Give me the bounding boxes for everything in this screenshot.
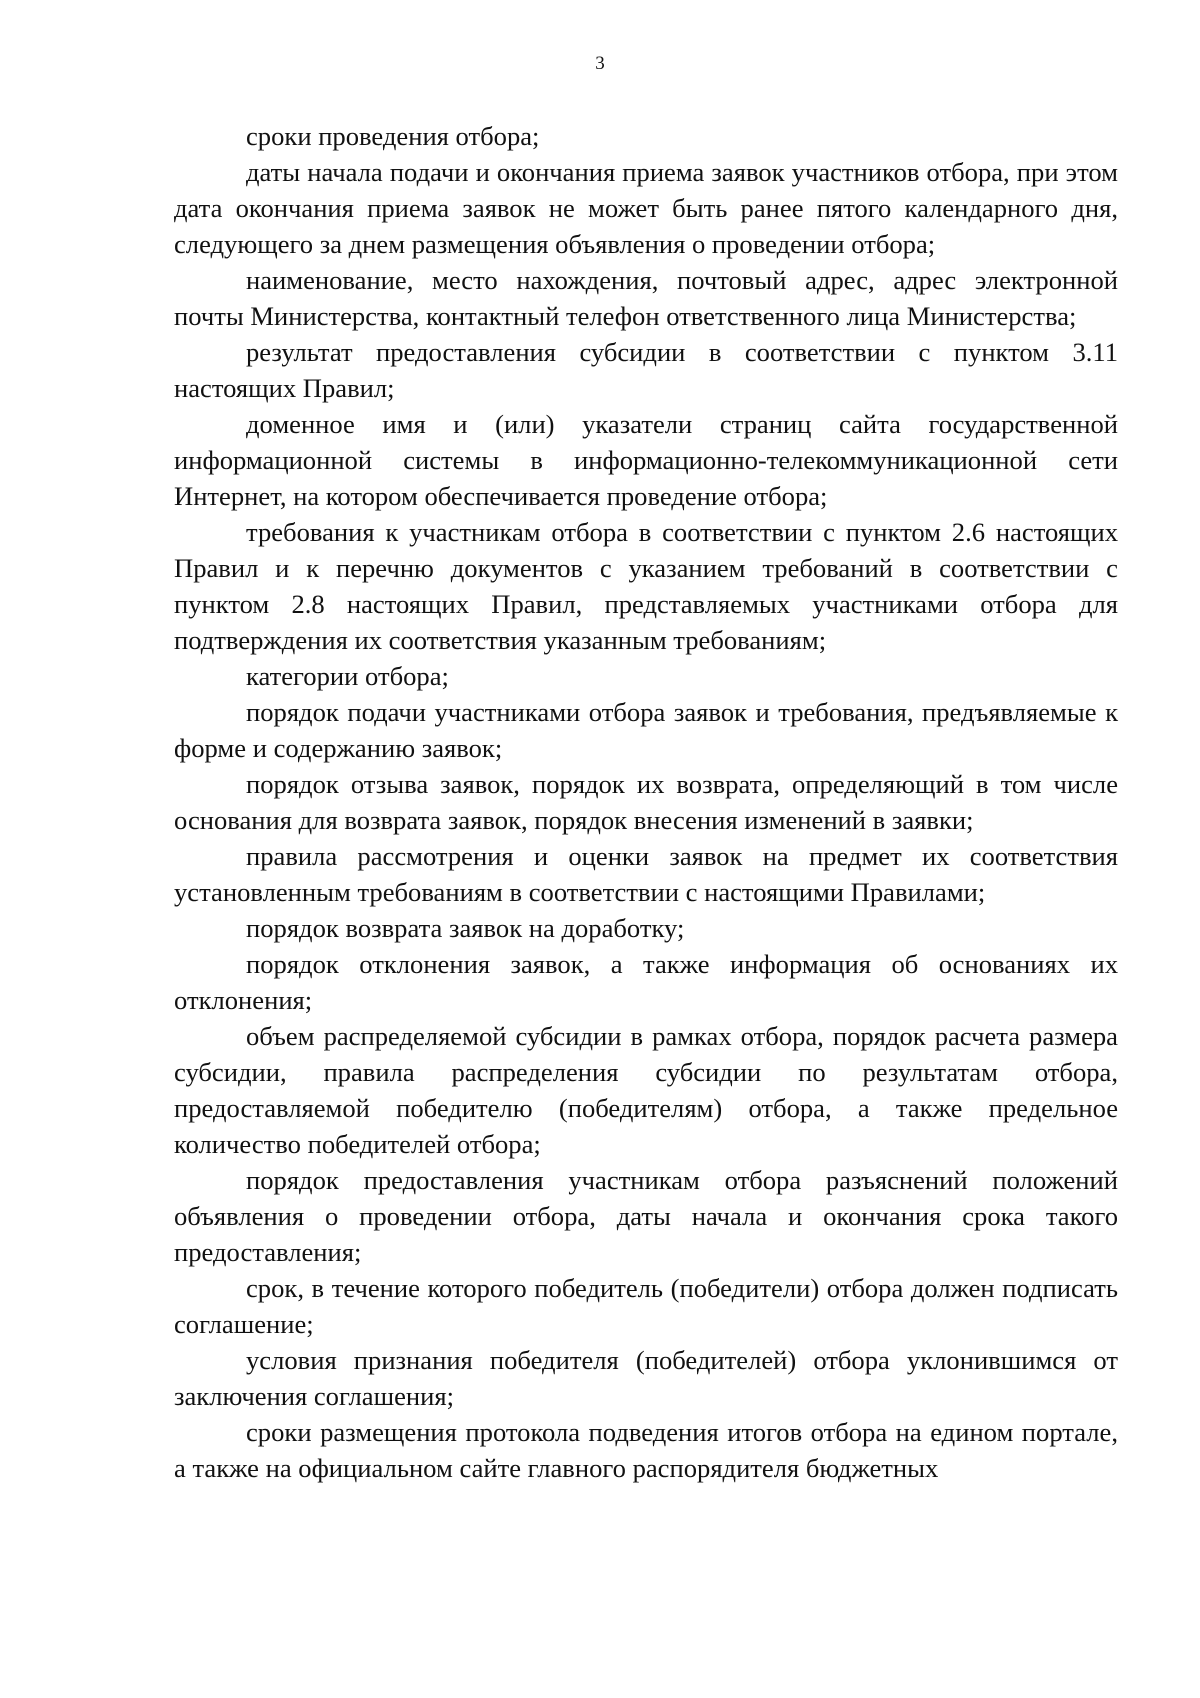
- paragraph: категории отбора;: [246, 661, 449, 691]
- paragraph: сроки размещения протокола подведения итогов отбора на едином портале, а также на официальном сайте главного распорядителя бюджетных: [174, 1417, 1118, 1483]
- paragraph: сроки проведения отбора;: [246, 121, 540, 151]
- page-number: 3: [595, 53, 605, 74]
- paragraph: порядок предоставления участникам отбора разъяснений положений объявления о проведении отбора, даты начала и окончания срока такого предоставления;: [174, 1165, 1118, 1267]
- paragraph: объем распределяемой субсидии в рамках отбора, порядок расчета размера субсидии, правила распределения субсидии по результатам отбора, предоставляемой победителю (победителям) отбора, а также предельное количество победителей отбора;: [174, 1021, 1118, 1159]
- paragraph: условия признания победителя (победителей) отбора уклонившимся от заключения соглашения;: [174, 1345, 1118, 1411]
- paragraph: требования к участникам отбора в соответствии с пунктом 2.6 настоящих Правил и к перечню документов с указанием требований в соответствии с пунктом 2.8 настоящих Правил, представляемых участниками отбора для подтверждения их соответствия указанным требованиям;: [174, 517, 1118, 655]
- document-body: [174, 118, 1118, 1486]
- paragraph: порядок возврата заявок на доработку;: [246, 913, 685, 943]
- paragraph: порядок отклонения заявок, а также информация об основаниях их отклонения;: [174, 949, 1118, 1015]
- paragraph: результат предоставления субсидии в соответствии с пунктом 3.11 настоящих Правил;: [174, 337, 1118, 403]
- paragraph: наименование, место нахождения, почтовый адрес, адрес электронной почты Министерства, контактный телефон ответственного лица Министерства;: [174, 265, 1118, 331]
- paragraph: доменное имя и (или) указатели страниц сайта государственной информационной системы в информационно-телекоммуникационной сети Интернет, на котором обеспечивается проведение отбора;: [174, 409, 1118, 511]
- paragraph: срок, в течение которого победитель (победители) отбора должен подписать соглашение;: [174, 1273, 1118, 1339]
- paragraph: правила рассмотрения и оценки заявок на предмет их соответствия установленным требованиям в соответствии с настоящими Правилами;: [174, 841, 1118, 907]
- paragraph: порядок подачи участниками отбора заявок и требования, предъявляемые к форме и содержанию заявок;: [174, 697, 1118, 763]
- paragraph: порядок отзыва заявок, порядок их возврата, определяющий в том числе основания для возврата заявок, порядок внесения изменений в заявки;: [174, 769, 1118, 835]
- paragraph: даты начала подачи и окончания приема заявок участников отбора, при этом дата окончания приема заявок не может быть ранее пятого календарного дня, следующего за днем размещения объявления о проведении отбора;: [174, 157, 1118, 259]
